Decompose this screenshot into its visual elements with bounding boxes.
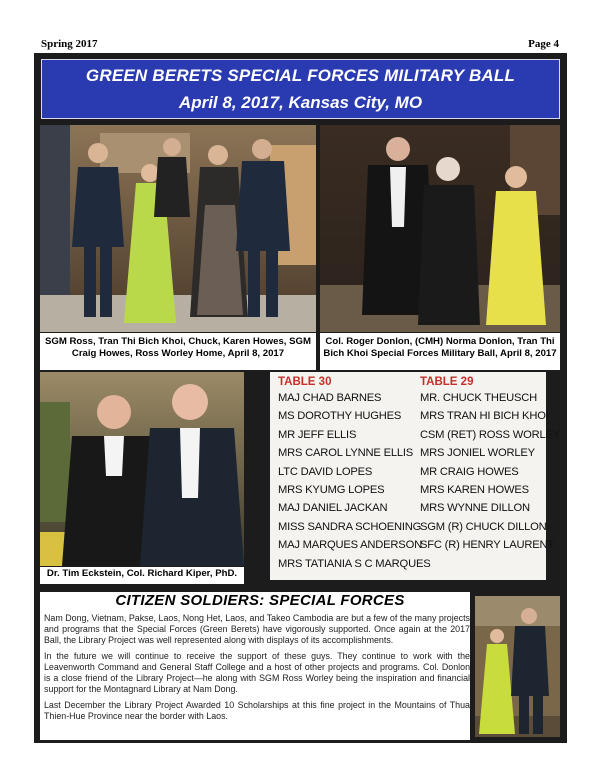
seat-name: MR. CHUCK THEUSCH [420,392,537,404]
seat-name: MRS WYNNE DILLON [420,502,530,515]
seat-name: MRS JONIEL WORLEY [420,447,535,460]
seat-name: MRS TATIANIA S C MARQUES [278,557,431,570]
seat-name: SGM (R) CHUCK DILLON [420,520,547,533]
table29-title: TABLE 29 [420,376,474,388]
seat-name: MRS KAREN HOWES [420,483,529,496]
title-banner [41,59,560,119]
table30-title: TABLE 30 [278,376,332,388]
photo1-caption: SGM Ross, Tran Thi Bich Khoi, Chuck, Karen Howes, SGM Craig Howes, Ross Worley Home, April 8, 2017 [40,333,316,370]
article-paragraph: In the future we will continue to receive the support of these guys. They continue to work with the Leavenworth Command and General Staff College and a host of other projects and programs. Col. Donlon is a close friend of the Library Project—he along with SGM Ross Worley being the inspiration and financial support for the Montagnard Library at Nam Dong. [44,651,470,694]
article [40,592,470,740]
seat-name: MR CRAIG HOWES [420,465,519,478]
seating-card [270,372,561,580]
banner-subtitle: April 8, 2017, Kansas City, MO [178,93,423,112]
seat-name: MS DOROTHY HUGHES [278,410,402,423]
article-paragraph: Last December the Library Project Awarded 10 Scholarships at this fine project in the Mountains of Thua Thien-Hue Province near the border with Laos. [44,700,470,721]
photo3-caption: Dr. Tim Eckstein, Col. Richard Kiper, PhD. [40,567,244,584]
group-photo-home-illustration [40,125,316,332]
article-title: CITIZEN SOLDIERS: SPECIAL FORCES [115,592,405,609]
seat-name: MISS SANDRA SCHOENING [278,520,422,533]
page-number: Page 4 [528,38,559,50]
seat-name: MRS CAROL LYNNE ELLIS [278,447,414,460]
eckstein-kiper-photo-illustration [40,372,244,566]
donlon-photo-illustration [320,125,560,332]
eckstein-kiper-photo [40,372,244,566]
seat-name: LTC DAVID LOPES [278,465,373,478]
seat-name: MRS KYUMG LOPES [278,483,385,496]
donlon-photo [320,125,560,332]
seat-name: MAJ CHAD BARNES [278,392,382,404]
table29-column [420,376,560,558]
photo2-caption: Col. Roger Donlon, (CMH) Norma Donlon, Tran Thi Bich Khoi Special Forces Military Ball, April 8, 2017 [320,333,560,370]
seat-name: MRS TRAN HI BICH KHOI [420,410,549,423]
couple-photo [475,596,560,737]
seat-name: MAJ DANIEL JACKAN [278,502,388,515]
article-paragraph: Nam Dong, Vietnam, Pakse, Laos, Nong Het, Laos, and Takeo Cambodia are but a few of the many projects and programs that the Special Forces (Green Berets) have vigorously supported. Once again at the 2017 Ball, the Library Project was well represented along with displays of its accomplishments. [44,613,470,645]
group-photo-home [40,125,316,332]
seat-name: MAJ MARQUES ANDERSON [278,539,422,552]
couple-photo-illustration [475,596,560,737]
table30-column [278,376,430,576]
issue-label: Spring 2017 [41,38,98,50]
banner-title: GREEN BERETS SPECIAL FORCES MILITARY BALL [85,66,516,85]
seat-name: MR JEFF ELLIS [278,428,357,441]
seat-name: SFC (R) HENRY LAURENT [420,539,555,552]
seat-name: CSM (RET) ROSS WORLEY [420,428,561,441]
